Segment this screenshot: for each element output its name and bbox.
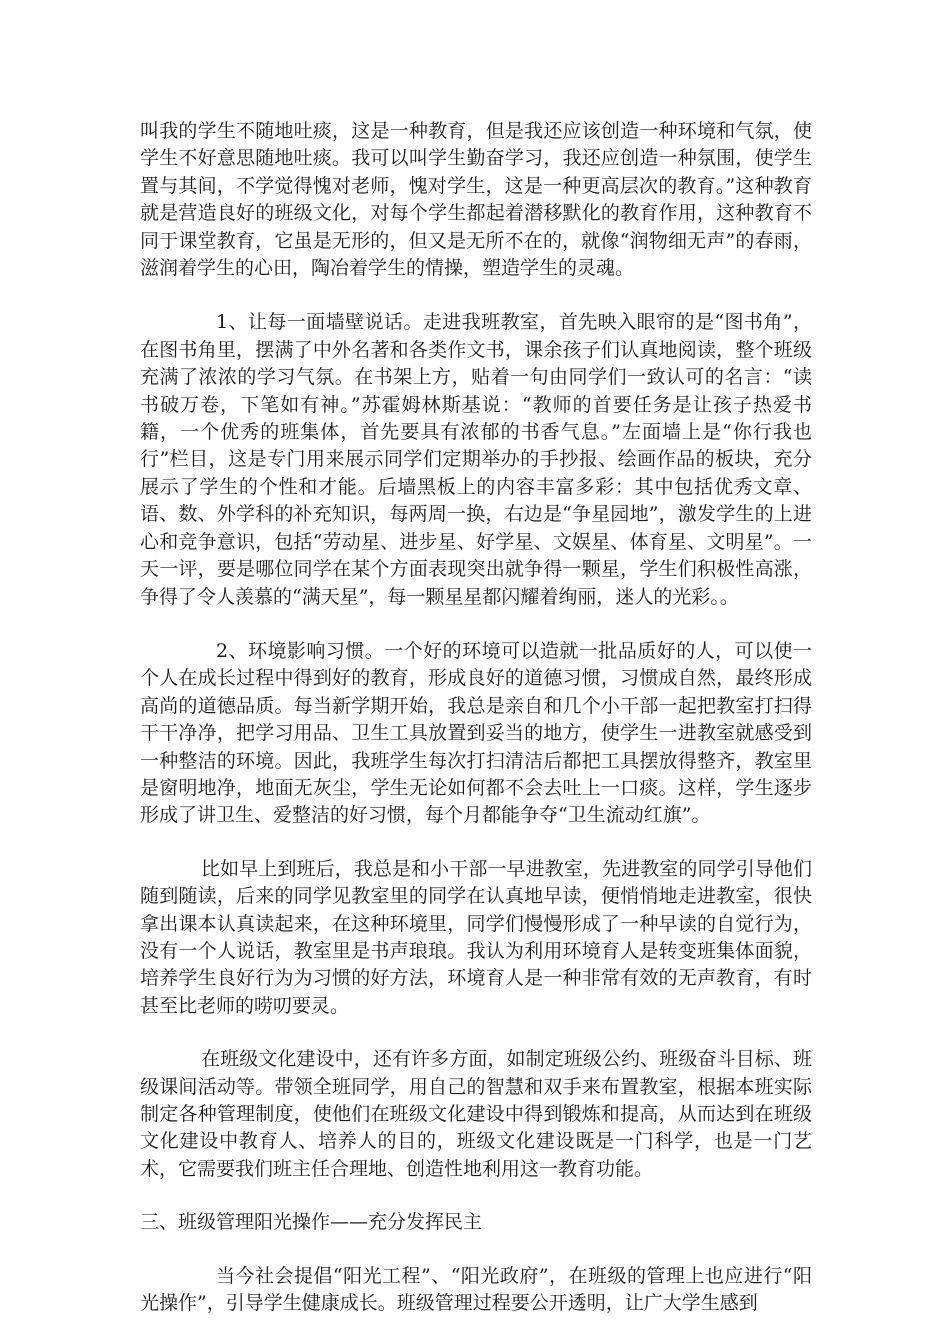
- paragraph-sunshine-operation: 当今社会提倡“阳光工程”、“阳光政府”，在班级的管理上也应进行“阳光操作”，引导学生健康成长。班级管理过程要公开透明，让广大学生感到: [140, 1264, 812, 1315]
- paragraph-spacer: [140, 830, 812, 856]
- paragraph-wall-talk: 1、让每一面墙壁说话。走进我班教室，首先映入眼帘的是“图书角”，在图书角里，摆满了中外名著和各类作文书，课余孩子们认真地阅读，整个班级充满了浓浓的学习气氛。在书架上方，贴着一句由同学们一致认可的名言：“读书破万卷，下笔如有神。”苏霍姆林斯基说：“教师的首要任务是让孩子热爱书籍，一个优秀的班集体，首先要具有浓郁的书香气息。”左面墙上是“你行我也行”栏目，这是专门用来展示同学们定期举办的手抄报、绘画作品的板块，充分展示了学生的个性和才能。后墙黑板上的内容丰富多彩：其中包括优秀文章、语、数、外学科的补充知识，每两周一换，右边是“争星园地”，激发学生的上进心和竞争意识，包括“劳动星、进步星、好学星、文娱星、体育星、文明星”。一天一评，要是哪位同学在某个方面表现突出就争得一颗星，学生们积极性高涨，争得了令人羡慕的“满天星”，每一颗星星都闪耀着绚丽，迷人的光彩。。: [140, 311, 812, 608]
- paragraph-intro: 叫我的学生不随地吐痰，这是一种教育，但是我还应该创造一种环境和气氛，使学生不好意思随地吐痰。我可以叫学生勤奋学习，我还应创造一种氛围，使学生置与其间，不学觉得愧对老师，愧对学生，这是一种更高层次的教育。”这种教育就是营造良好的班级文化，对每个学生都起着潜移默化的教育作用，这种教育不同于课堂教育，它虽是无形的，但又是无所不在的，就像“润物细无声”的春雨，滋润着学生的心田，陶冶着学生的情操，塑造学生的灵魂。: [140, 120, 812, 280]
- paragraph-spacer: [140, 282, 812, 309]
- paragraph-spacer: [140, 611, 812, 638]
- paragraph-spacer: [140, 1020, 812, 1046]
- paragraph-spacer: [140, 1237, 812, 1263]
- paragraph-morning-reading: 比如早上到班后，我总是和小干部一早进教室，先进教室的同学引导他们随到随读，后来的同学见教室里的同学在认真地早读，便悄悄地走进教室，很快拿出课本认真读起来，在这种环境里，同学们慢慢形成了一种早读的自觉行为，没有一个人说话，教室里是书声琅琅。我认为利用环境育人是转变班集体面貌，培养学生良好行为为习惯的好方法，环境育人是一种非常有效的无声教育，有时甚至比老师的唠叨要灵。: [140, 857, 812, 1017]
- section-heading: 三、班级管理阳光操作——充分发挥民主: [140, 1211, 483, 1234]
- paragraph-spacer: [140, 1183, 812, 1209]
- document-page: [140, 118, 812, 1317]
- paragraph-class-culture: 在班级文化建设中，还有许多方面，如制定班级公约、班级奋斗目标、班级课间活动等。带领全班同学，用自己的智慧和双手来布置教室，根据本班实际制定各种管理制度，使他们在班级文化建设中得到锻炼和提高，从而达到在班级文化建设中教育人、培养人的目的，班级文化建设既是一门科学，也是一门艺术，它需要我们班主任合理地、创造性地利用这一教育功能。: [140, 1048, 812, 1180]
- paragraph-environment-habits: 2、环境影响习惯。一个好的环境可以造就一批品质好的人，可以使一个人在成长过程中得到好的教育，形成良好的道德习惯，习惯成自然，最终形成高尚的道德品质。每当新学期开始，我总是亲自和几个小干部一起把教室打扫得干干净净，把学习用品、卫生工具放置到妥当的地方，使学生一进教室就感受到一种整洁的环境。因此，我班学生每次打扫清洁后都把工具摆放得整齐，教室里是窗明地净，地面无灰尘，学生无论如何都不会去吐上一口痰。这样，学生逐步形成了讲卫生、爱整洁的好习惯，每个月都能争夺“卫生流动红旗”。: [140, 639, 812, 827]
